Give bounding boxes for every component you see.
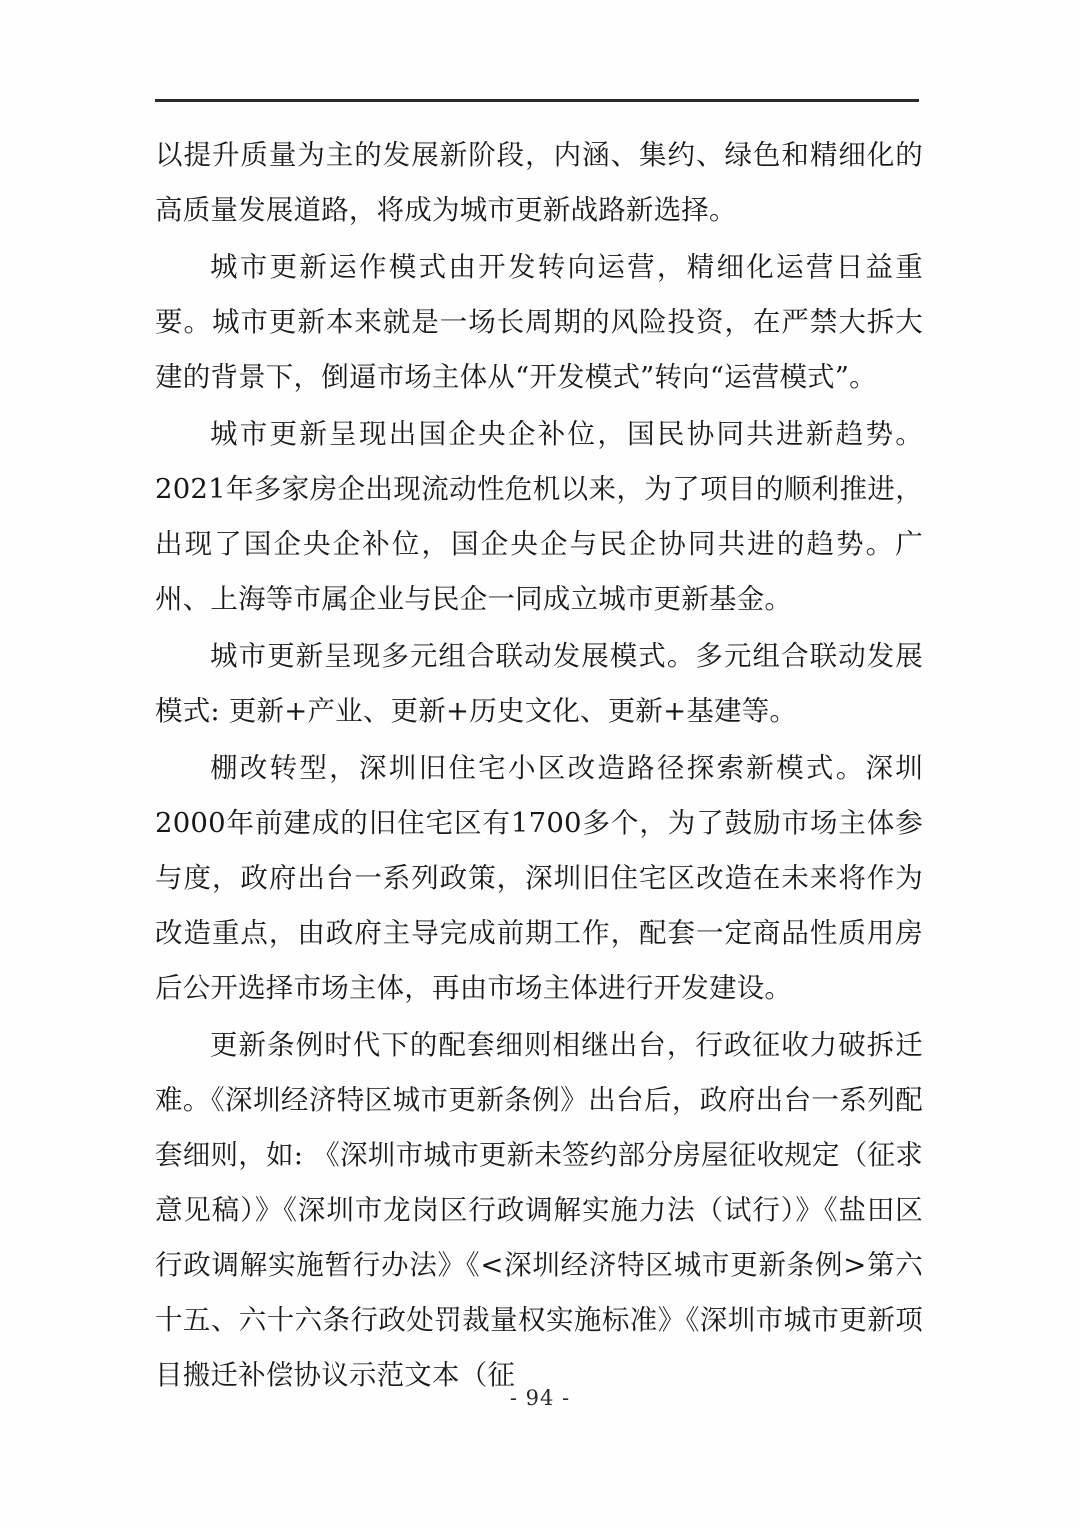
header-divider [155,99,919,102]
paragraph: 城市更新呈现多元组合联动发展模式。多元组合联动发展模式: 更新+产业、更新+历史文化、更新+基建等。 [155,640,923,727]
paragraph: 以提升质量为主的发展新阶段，内涵、集约、绿色和精细化的高质量发展道路，将成为城市更新战路新选择。 [155,139,923,226]
paragraph: 城市更新呈现出国企央企补位，国民协同共进新趋势。2021年多家房企出现流动性危机以来，为了项目的顺利推进，出现了国企央企补位，国企央企与民企协同共进的趋势。广州、上海等市属企业与民企一同成立城市更新基金。 [155,418,923,615]
page-body [155,128,923,1405]
paragraph: 城市更新运作模式由开发转向运营，精细化运营日益重要。城市更新本来就是一场长周期的风险投资，在严禁大拆大建的背景下，倒逼市场主体从“开发模式”转向“运营模式”。 [155,251,923,393]
paragraph: 棚改转型，深圳旧住宅小区改造路径探索新模式。深圳2000年前建成的旧住宅区有1700多个，为了鼓励市场主体参与度，政府出台一系列政策，深圳旧住宅区改造在未来将作为改造重点，由政府主导完成前期工作，配套一定商品性质用房后公开选择市场主体，再由市场主体进行开发建设。 [155,752,923,1004]
paragraph: 更新条例时代下的配套细则相继出台，行政征收力破拆迁难。《深圳经济特区城市更新条例》出台后，政府出台一系列配套细则，如: 《深圳市城市更新未签约部分房屋征收规定（征求意见稿）》《深圳市龙岗区行政调解实施力法（试行）》《盐田区行政调解实施暂行办法》《<深圳经济特区城市更新条例>第六十五、六十六条行政处罚裁量权实施标准》《深圳市城市更新项目搬迁补偿协议示范文本（征 [155,1029,923,1391]
page-number: - 94 - [509,1386,571,1410]
